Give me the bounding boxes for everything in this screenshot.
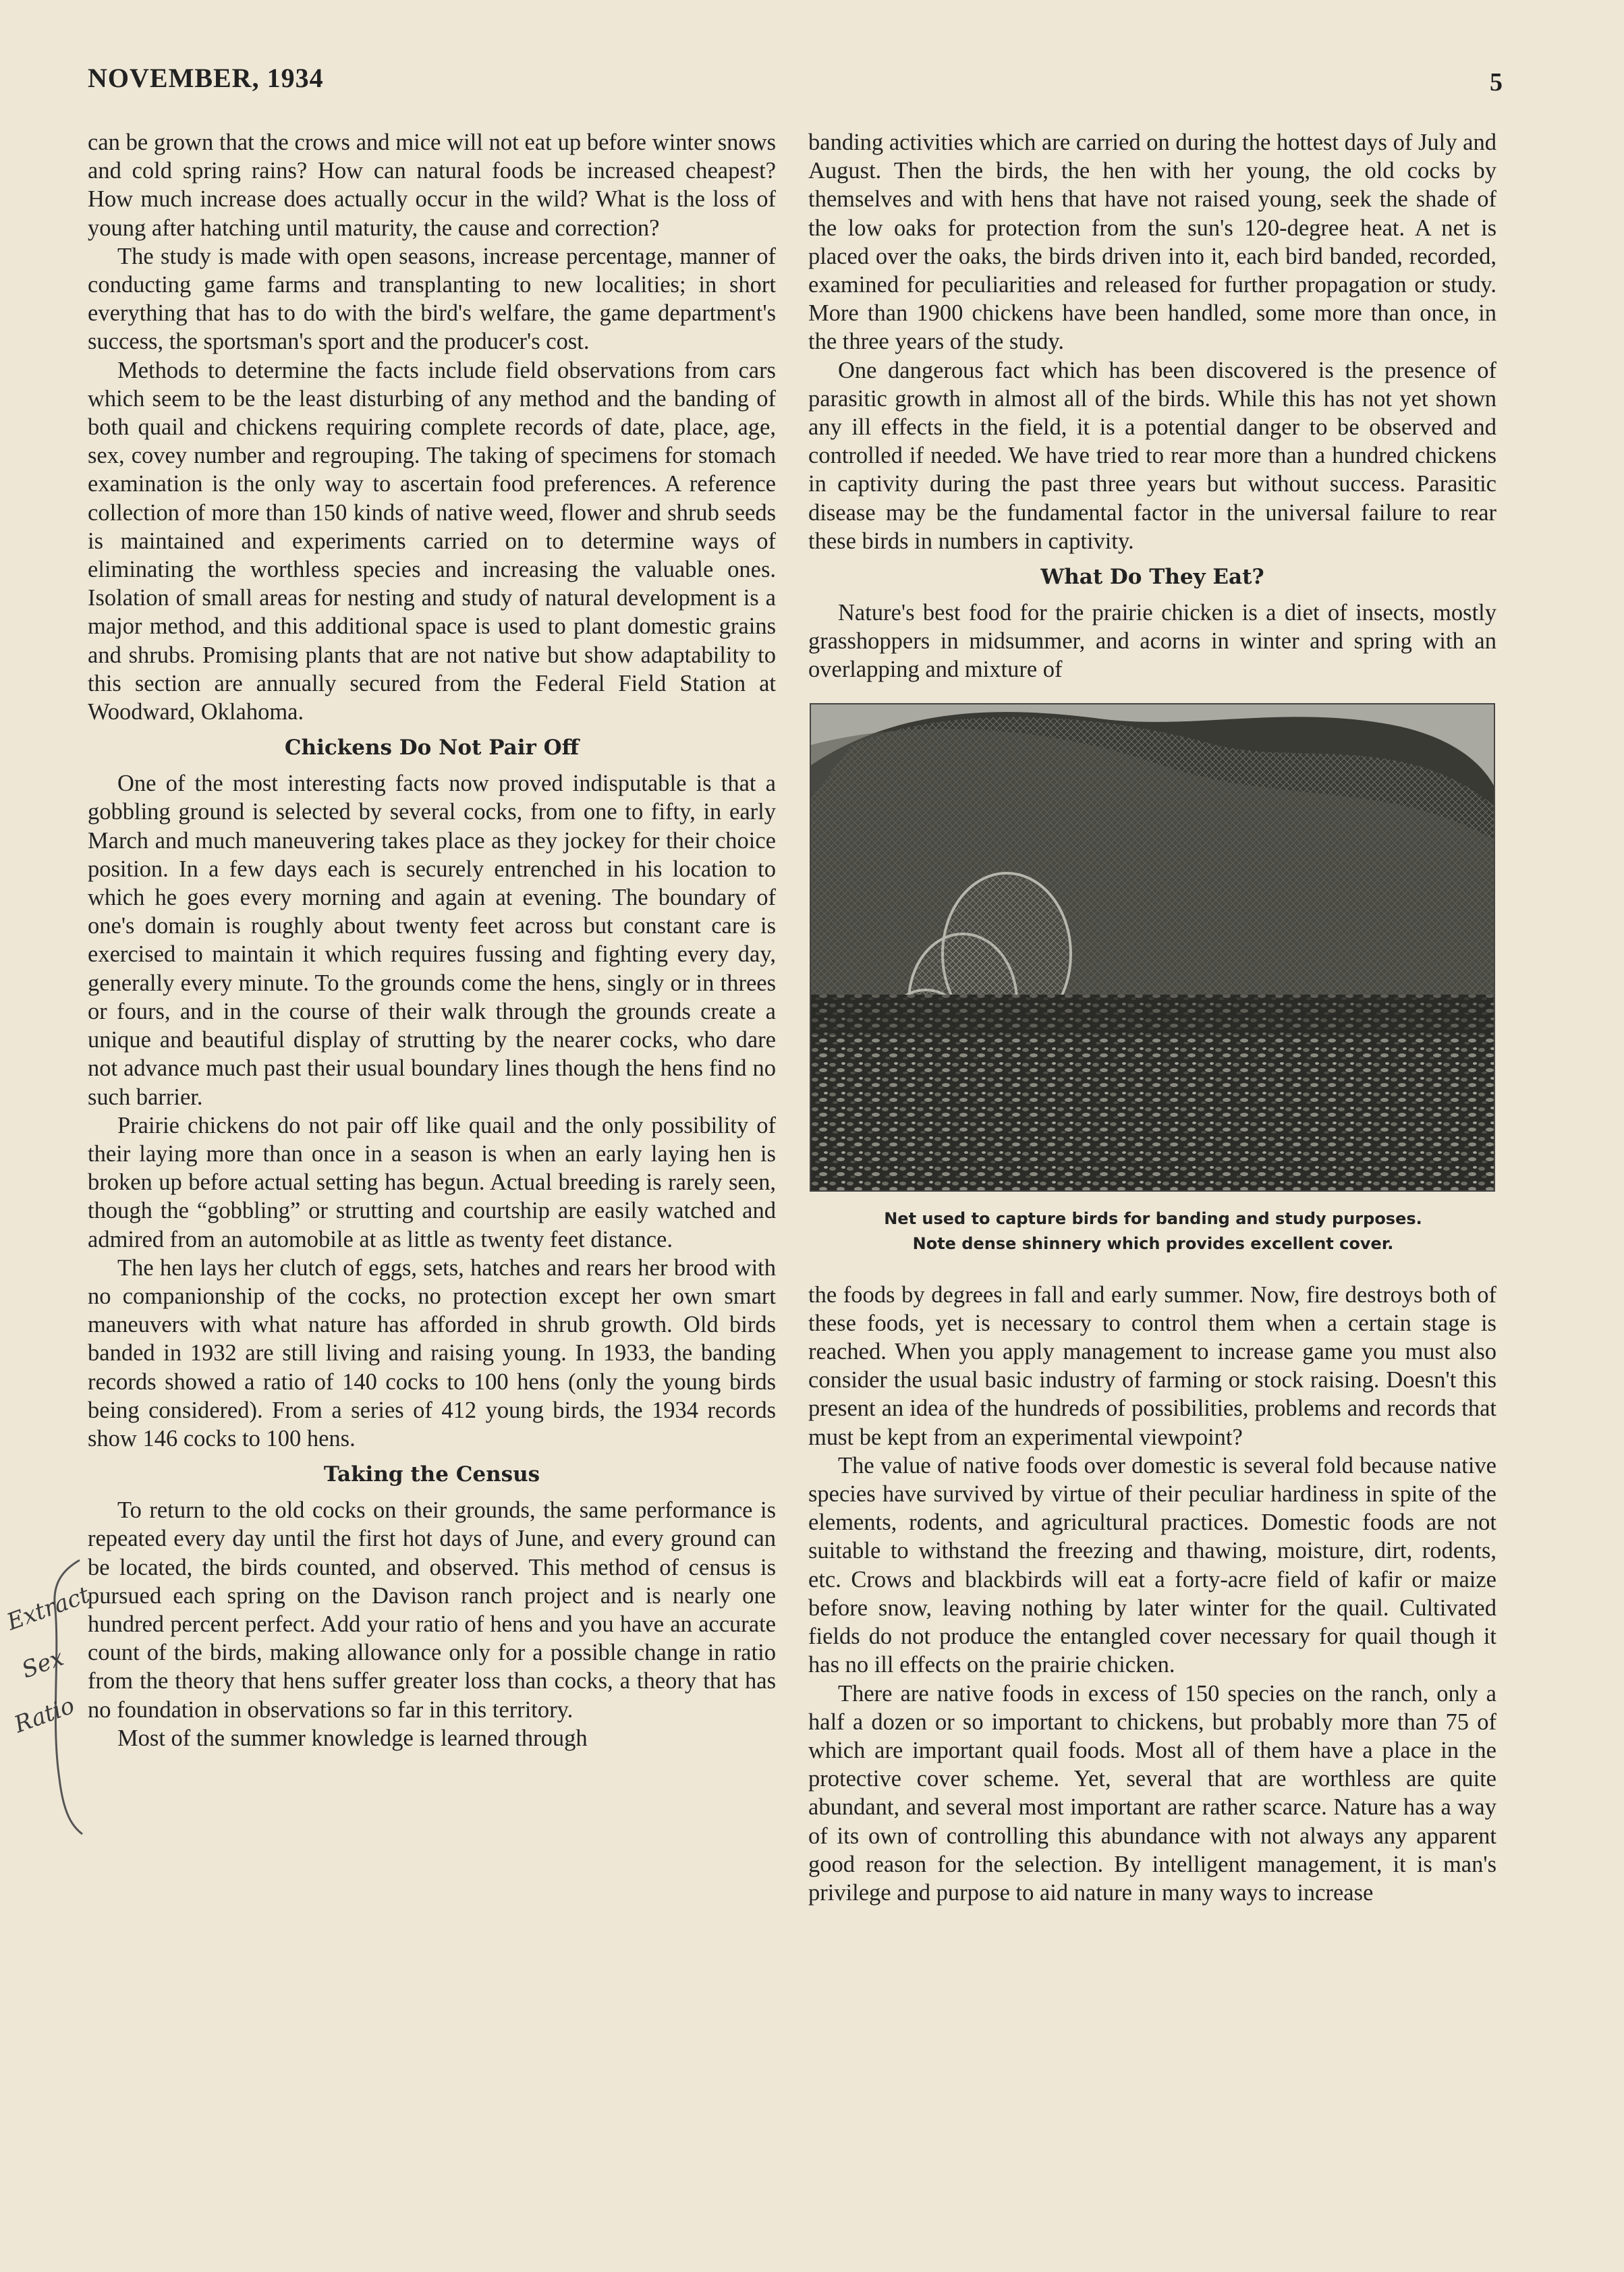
right-bottom-paragraph: There are native foods in excess of 150 species on the ranch, only a half a dozen or so important to chickens, but probably more than 75 of which are important quail foods. Most all of them have a place in the protective cover scheme. Yet, several that are worthless are quite abundant, and several most important are rather scarce. Nature has a way of its own of controlling this abundance with not always any apparent good reason for the selection. By intelligent management, it is man's privilege and purpose to aid nature in many ways to increase <box>808 1680 1496 1906</box>
right-column <box>808 128 1496 1907</box>
right-column-bottom-text <box>808 1281 1496 1907</box>
left-paragraph: The hen lays her clutch of eggs, sets, hatches and rears her brood with no companionship of the cocks, no protection except her own smart maneuvers with what nature has afforded in shrub growth. Old birds banded in 1932 are still living and raising young. In 1933, the banding records showed a ratio of 140 cocks to 100 hens (only the young birds being considered). From a series of 412 young birds, the 1934 records show 146 cocks to 100 hens. <box>88 1254 776 1451</box>
annotation-word-1: Extract <box>3 1581 93 1636</box>
left-column <box>88 128 776 1752</box>
right-bottom-paragraph: the foods by degrees in fall and early summer. Now, fire destroys both of these foods, yet is necessary to control them when a certain stage is reached. When you apply management to increase game you must also consider the usual basic industry of farming or stock raising. Doesn't this present an idea of the hundreds of possibilities, problems and records that must be kept from an experimental viewpoint? <box>808 1281 1496 1450</box>
annotation-word-3: Ratio <box>10 1692 78 1739</box>
right-top-paragraph: One dangerous fact which has been discovered is the presence of parasitic growth in almost all of the birds. While this has not yet shown any ill effects in the field, it is a potential danger to be observed and controlled if needed. We have tried to rear more than a hundred chickens in captivity during the past three years but without success. Parasitic disease may be the fundamental factor in the universal failure to rear these birds in numbers in captivity. <box>808 357 1496 554</box>
left-paragraph: One of the most interesting facts now proved indisputable is that a gobbling ground is selected by several cocks, from one to fifty, in early March and much maneuvering takes place as they jockey for their choice position. In a few days each is securely entrenched in his location to which he goes every morning and again at evening. The boundary of one's domain is roughly about twenty feet across but constant care is exercised to maintain it which requires fussing and fighting every day, generally every minute. To the grounds come the hens, singly or in threes or fours, and in the course of their walk through the grounds create a unique and beautiful display of strutting by the nearer cocks, who dare not advance much past their usual boundary lines though the hens find no such barrier. <box>88 771 776 1110</box>
caption-line-1: Net used to capture birds for banding and study purposes. <box>884 1209 1422 1228</box>
photo-caption <box>810 1207 1496 1256</box>
right-top-paragraph: banding activities which are carried on during the hottest days of July and August. Then the birds, the hen with her young, the old cocks by themselves and with hens that have not raised young, seek the shade of the low oaks for protection from the sun's 120-degree heat. A net is placed over the oaks, the birds driven into it, each bird banded, recorded, examined for peculiarities and released for further propagation or study. More than 1900 chickens have been handled, some more than once, in the three years of the study. <box>808 130 1496 355</box>
left-paragraph: Methods to determine the facts include field observations from cars which seem to be the least disturbing of any method and the banding of both quail and chickens requiring complete records of date, place, age, sex, covey number and regrouping. The taking of specimens for stomach examination is the only way to ascertain food preferences. A reference collection of more than 150 kinds of native weed, flower and shrub seeds is maintained and experiments carried on to determine ways of eliminating the worthless species and increasing the valuable ones. Isolation of small areas for nesting and study of natural development is a major method, and this additional space is used to plant domestic grains and shrubs. Promising plants that are not native but show adaptability to this section are annually secured from the Federal Field Station at Woodward, Oklahoma. <box>88 357 776 725</box>
right-top-subheading: What Do They Eat? <box>1040 565 1264 590</box>
issue-date: NOVEMBER, 1934 <box>88 63 324 93</box>
photo-illustration <box>811 704 1494 1190</box>
figure <box>810 703 1496 1256</box>
left-paragraph: Prairie chickens do not pair off like quail and the only possibility of their laying more than once in a season is when an early laying hen is broken up before actual setting has begun. Actual breeding is rarely seen, though the “gobbling” or strutting and courtship are easily watched and admired from an automobile at as little as twenty feet distance. <box>88 1112 776 1252</box>
page-header <box>88 62 1503 103</box>
left-subheading: Chickens Do Not Pair Off <box>284 736 580 760</box>
right-bottom-paragraph: The value of native foods over domestic is several fold because native species have survived by virtue of their peculiar hardiness in spite of the elements, rodents, and agricultural practices. Domestic foods are not suitable to withstand the freezing and thawing, moisture, dirt, rodents, etc. Crows and blackbirds will eat a forty-acre field of kafir or maize before snow, leaving nothing by later winter for the quail. Cultivated fields do not produce the entangled cover necessary for quail though it has no ill effects on the prairie chicken. <box>808 1452 1496 1678</box>
caption-line-2: Note dense shinnery which provides excellent cover. <box>912 1234 1394 1253</box>
left-paragraph: The study is made with open seasons, increase percentage, manner of conducting game farms and transplanting to new localities; in short everything that has to do with the bird's welfare, the game department's success, the sportsman's sport and the producer's cost. <box>88 243 776 355</box>
net-photograph <box>810 703 1495 1192</box>
annotation-word-2: Sex <box>18 1644 67 1684</box>
right-top-paragraph: Nature's best food for the prairie chicken is a diet of insects, mostly grasshoppers in midsummer, and acorns in winter and spring with an overlapping and mixture of <box>808 600 1496 683</box>
right-column-top-text <box>808 128 1496 684</box>
page-number: 5 <box>1490 68 1503 96</box>
left-paragraph: To return to the old cocks on their grounds, the same performance is repeated every day until the first hot days of June, and every ground can be located, the birds counted, and observed. This method of census is pursued each spring on the Davison ranch project and is nearly one hundred percent perfect. Add your ratio of hens and you have an accurate count of the birds, making allowance only for a possible change in ratio from the theory that hens suffer greater loss than cocks, a theory that has no foundation in observations so far in this territory. <box>88 1497 776 1723</box>
left-paragraph: Most of the summer knowledge is learned through <box>117 1725 588 1751</box>
handwritten-margin-note <box>3 1556 93 1839</box>
left-paragraph: can be grown that the crows and mice will not eat up before winter snows and cold spring rains? How can natural foods be increased cheapest? How much increase does actually occur in the wild? What is the loss of young after hatching until maturity, the cause and correction? <box>88 130 776 241</box>
left-subheading: Taking the Census <box>323 1462 540 1487</box>
